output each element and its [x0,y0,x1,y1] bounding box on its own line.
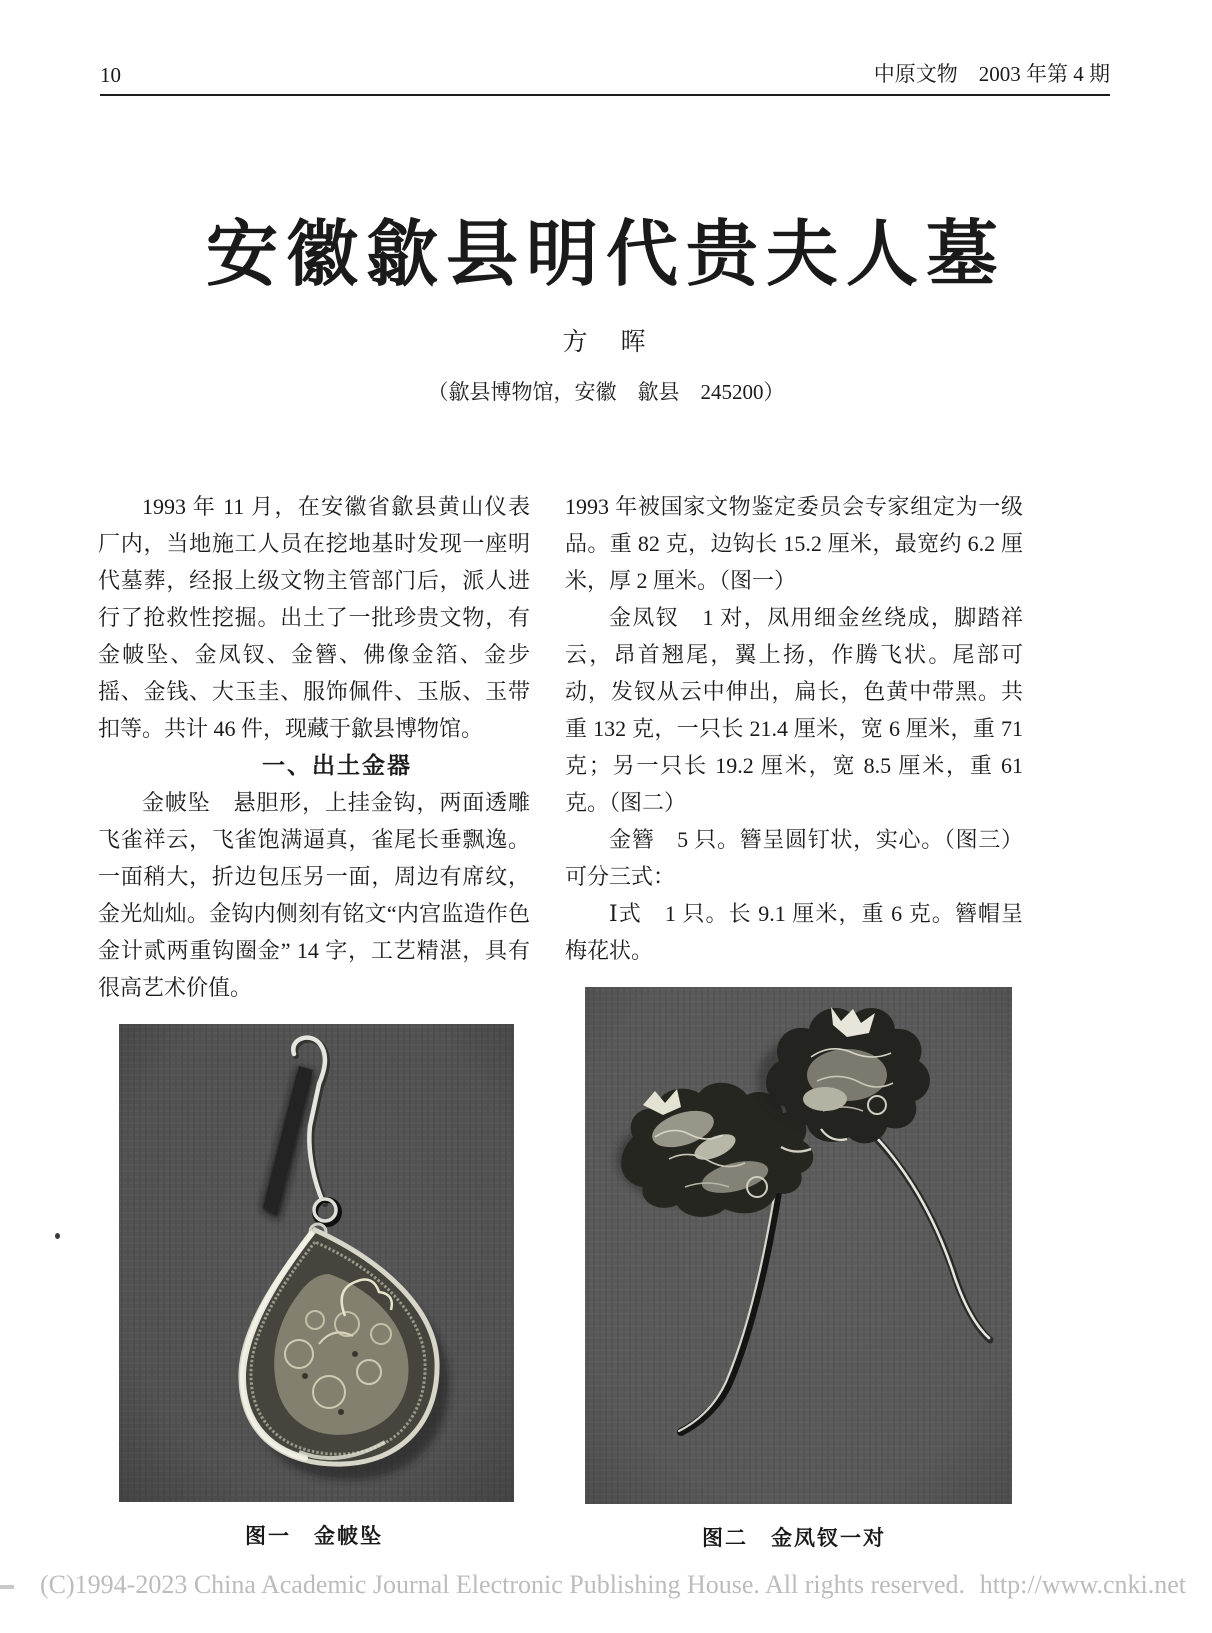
copyright-text: (C)1994-2023 China Academic Journal Electronic Publishing House. All rights reserved. [40,1570,965,1599]
page-footer [40,1570,1186,1600]
paragraph-phoenix-hairpins: 金凤钗 1 对，凤用细金丝绕成，脚踏祥云，昂首翘尾，翼上扬，作腾飞状。尾部可动，发钗从云中伸出，扁长，色黄中带黑。共重 132 克，一只长 21.4 厘米，宽 6 厘米，重 71 克；另一只长 19.2 厘米，宽 8.5 厘米，重 61 克。（图二） [565,605,1023,815]
right-column [565,488,1023,1557]
journal-issue: 中原文物 2003 年第 4 期 [873,62,1110,86]
scan-artifact-dot [55,1233,60,1239]
figure-2 [565,987,1023,1557]
figure1-caption: 图一 金帔坠 [245,1525,383,1548]
scan-artifact-dash [0,1585,14,1589]
left-column [98,488,530,1555]
page-header [100,58,1110,88]
phoenix-hairpins-illustration [585,987,1012,1504]
figure1-photo [119,1024,514,1502]
paragraph-gold-hairpins: 金簪 5 只。簪呈圆钉状，实心。（图三）可分三式： [565,827,1023,889]
paragraph-intro: 1993 年 11 月，在安徽省歙县黄山仪表厂内，当地施工人员在挖地基时发现一座明代墓葬，经报上级文物主管部门后，派人进行了抢救性挖掘。出土了一批珍贵文物，有金帔坠、金凤钗、金簪、佛像金箔、金步摇、金钱、大玉圭、服饰佩件、玉版、玉带扣等。共计 46 件，现藏于歙县博物馆。 [98,494,530,741]
article-affiliation: （歙县博物馆，安徽 歙县 245200） [427,380,785,404]
paragraph-pendant-continued: 1993 年被国家文物鉴定委员会专家组定为一级品。重 82 克，边钩长 15.2 厘米，最宽约 6.2 厘米，厚 2 厘米。（图一） [565,494,1023,593]
section-heading: 一、出土金器 [262,752,412,778]
figure2-caption: 图二 金凤钗一对 [702,1527,886,1550]
figure-1 [98,1024,530,1555]
article-author: 方 晖 [562,329,650,356]
paragraph-type1: Ⅰ式 1 只。长 9.1 厘米，重 6 克。簪帽呈梅花状。 [565,901,1023,963]
figure2-photo [585,987,1012,1504]
cnki-url: http://www.cnki.net [979,1570,1186,1599]
header-rule [100,94,1110,96]
article-title: 安徽歙县明代贵夫人墓 [205,215,1006,295]
page-number: 10 [100,63,121,87]
paragraph-gold-pendant: 金帔坠 悬胆形，上挂金钩，两面透雕飞雀祥云，飞雀饱满逼真，雀尾长垂飘逸。一面稍大，折边包压另一面，周边有席纹，金光灿灿。金钩内侧刻有铭文“内宫监造作色金计贰两重钩圈金” 14 字，工艺精湛，具有很高艺术价值。 [98,790,530,1000]
gold-pendant-illustration [119,1024,514,1502]
